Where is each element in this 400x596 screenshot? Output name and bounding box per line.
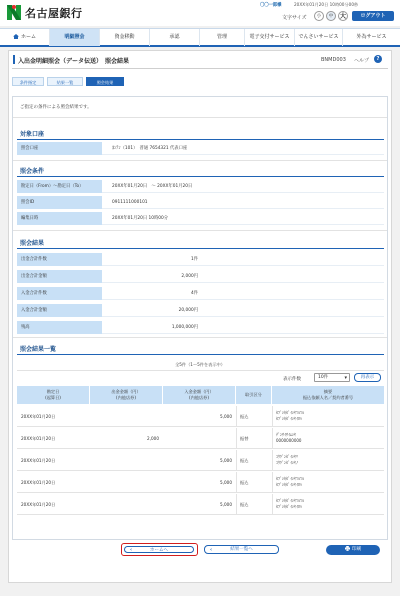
font-size-small-button[interactable]: 小: [314, 11, 324, 21]
cell-type: 振替: [240, 436, 249, 441]
memo-line: ｶﾌﾞｼｷｶﾞｲｼﾔｲﾛﾊ: [276, 415, 302, 421]
header-line: (内他店券): [115, 395, 137, 400]
row-key: 編集日時: [17, 212, 102, 225]
nav-statement-inquiry[interactable]: 明細照会: [50, 29, 100, 46]
column-header-memo: [272, 386, 384, 404]
home-button-highlight: [121, 543, 198, 556]
cell-divider: [236, 428, 237, 449]
nav-foreign-exchange[interactable]: 外為サービス: [356, 34, 387, 40]
nav-home-label: ホーム: [20, 34, 36, 40]
cell-type: 振込: [240, 414, 249, 419]
column-header-withdrawal: [90, 386, 163, 404]
nav-home[interactable]: [0, 29, 50, 46]
table-row: [17, 212, 384, 225]
font-size-label: 文字サイズ: [282, 15, 307, 21]
cell-divider: [236, 406, 237, 427]
row-key: 出金合計金額: [17, 270, 102, 283]
divider: [12, 68, 388, 69]
table-row: [17, 472, 384, 493]
home-icon: [13, 34, 19, 39]
screen-id: BNMD003: [321, 57, 346, 63]
section-title-condition: 照会条件: [20, 168, 45, 175]
header-line: (内他店券): [188, 395, 210, 400]
row-value: 4件: [102, 287, 384, 300]
row-key: 入金合計件数: [17, 287, 102, 300]
page-title: 入出金明細照会（データ伝送） 照会結果: [18, 58, 130, 65]
memo-line: ｶﾌﾞｼｷｶﾞｲｼﾔｲﾛﾊ: [276, 481, 302, 487]
chevron-left-icon: ‹: [210, 547, 213, 553]
nav-fund-transfer[interactable]: 資金移動: [100, 29, 150, 46]
header-line: 勘定日: [46, 389, 60, 394]
divider: [13, 337, 387, 338]
column-header-date: [17, 386, 90, 404]
cell-deposit: 5,000: [220, 480, 232, 485]
cell-memo: [276, 428, 301, 449]
section-line: [17, 354, 384, 355]
help-icon[interactable]: ?: [374, 55, 382, 63]
row-value: 20XX年01月20日 ～ 20XX年01月20日: [102, 180, 384, 193]
cell-divider: [272, 472, 273, 493]
cell-divider: [272, 406, 273, 427]
section-title-list: 照会結果一覧: [20, 346, 57, 353]
cell-divider: [236, 472, 237, 493]
cell-divider: [236, 450, 237, 471]
cell-divider: [272, 494, 273, 515]
row-value: 0911111000101: [102, 196, 384, 209]
row-value: 20,000円: [102, 304, 384, 317]
printer-icon: [345, 546, 350, 551]
column-header-type: [236, 386, 272, 404]
memo-line: 0000000000: [276, 437, 302, 443]
divider: [13, 160, 387, 161]
row-key: 残高: [17, 321, 102, 334]
memo-line: ﾕｳｹﾞﾝｶﾞｲｼﾔﾘ: [276, 454, 298, 459]
column-header-deposit: [163, 386, 236, 404]
memo-line: ﾃﾞﾝｻｲｻｲﾑｼﾔ: [276, 432, 296, 437]
section-line: [17, 176, 384, 177]
cell-date: 20XX年01月20日: [21, 436, 56, 441]
bank-logo-icon: [6, 4, 22, 21]
title-accent-bar: [13, 55, 15, 64]
table-row: [17, 428, 384, 449]
header-line: 入金金額（円）: [184, 389, 214, 394]
row-key: 勘定日（From）～勘定日（To）: [17, 180, 102, 193]
cell-date: 20XX年01月20日: [21, 502, 56, 507]
header-line: 取引区分: [245, 392, 262, 397]
print-button-label: 印刷: [351, 547, 362, 552]
table-row: [17, 450, 384, 471]
memo-line: ｶﾌﾞｼｷｶﾞｲｼﾔﾏﾙﾏﾙ: [276, 476, 304, 481]
table-row: [17, 142, 384, 155]
table-row: [17, 321, 384, 334]
row-key: 照会口座: [17, 142, 102, 155]
header-line: 出金金額（円）: [111, 389, 141, 394]
table-row: [17, 270, 384, 283]
step-inquiry-result: 照会結果: [86, 77, 124, 86]
row-value: 20XX年01月20日 10時00分: [102, 212, 384, 225]
cell-type: 振込: [240, 480, 249, 485]
divider: [13, 117, 387, 118]
divider: [13, 230, 387, 231]
table-row: [17, 180, 384, 193]
logout-button[interactable]: ログアウト: [352, 11, 394, 21]
cell-divider: [272, 450, 273, 471]
cell-deposit: 5,000: [220, 458, 232, 463]
result-count: 全5件（1～5件を表示中）: [175, 362, 225, 367]
home-button-label: ホームへ: [150, 547, 168, 553]
nav-management[interactable]: 管理: [200, 29, 245, 46]
help-link[interactable]: ヘルプ: [354, 58, 370, 64]
cell-divider: [236, 494, 237, 515]
row-value: ﾎﾝﾃﾝ（101） 普通 7654321 代表口座: [102, 142, 384, 155]
cell-date: 20XX年01月20日: [21, 480, 56, 485]
cell-withdrawal: [90, 450, 159, 471]
nav-densai[interactable]: でんさいサービス: [295, 29, 343, 46]
row-key: 入金合計金額: [17, 304, 102, 317]
result-list-button[interactable]: [204, 545, 279, 554]
cell-type: 振込: [240, 458, 249, 463]
memo-line: ｶﾌﾞｼｷｶﾞｲｼﾔﾏﾙﾏﾙ: [276, 498, 304, 503]
step-result-list: 結果一覧: [47, 77, 83, 86]
header-line: 振込依頼人名／契約者番号: [302, 395, 354, 400]
print-button[interactable]: [326, 545, 380, 555]
cell-withdrawal: [90, 472, 159, 493]
cell-memo: [276, 450, 298, 471]
chevron-left-icon: ‹: [130, 546, 133, 553]
table-row: [17, 494, 384, 515]
section-title-result: 照会結果: [20, 240, 45, 247]
section-line: [17, 248, 384, 249]
section-title-account: 対象口座: [20, 131, 45, 138]
nav-approval[interactable]: 承認: [150, 29, 200, 46]
cell-withdrawal: [90, 494, 159, 515]
row-value: 1,000,000円: [102, 321, 384, 334]
cell-deposit: 5,000: [220, 414, 232, 419]
memo-line: ｶﾌﾞｼｷｶﾞｲｼﾔｲﾛﾊ: [276, 503, 302, 509]
cell-withdrawal: [90, 406, 159, 427]
cell-memo: [276, 472, 304, 493]
row-key: 照会ID: [17, 196, 102, 209]
cell-deposit: 5,000: [220, 502, 232, 507]
table-row: [17, 304, 384, 317]
cell-type: 振込: [240, 502, 249, 507]
font-size-medium-button[interactable]: 中: [326, 11, 336, 21]
header-line: 摘要: [323, 389, 333, 394]
redisplay-button[interactable]: 再表示: [354, 373, 381, 382]
per-page-select[interactable]: 10件 ▾: [314, 373, 350, 382]
bank-name: 名古屋銀行: [25, 7, 83, 20]
home-button[interactable]: [124, 546, 194, 554]
cell-withdrawal: 2,000: [147, 436, 159, 441]
nav-electronic-delivery[interactable]: 電子交付サービス: [245, 29, 295, 46]
cell-memo: [276, 406, 304, 427]
row-key: 出金合計件数: [17, 253, 102, 266]
step-condition: 条件指定: [12, 77, 44, 86]
cell-divider: [272, 428, 273, 449]
table-row: [17, 196, 384, 209]
intro-text: ご指定の条件による照会結果です。: [20, 105, 92, 110]
cell-date: 20XX年01月20日: [21, 414, 56, 419]
login-date: 20XX年01月20日 10時00分00秒: [294, 2, 359, 7]
user-name: 〇〇一郎様: [260, 3, 282, 8]
table-row: [17, 406, 384, 427]
row-value: 2,000円: [102, 270, 384, 283]
cell-date: 20XX年01月20日: [21, 458, 56, 463]
global-nav: [0, 28, 400, 47]
divider: [17, 370, 384, 371]
per-page-label: 表示件数: [283, 377, 301, 382]
result-list-button-label: 結果一覧へ: [230, 547, 253, 552]
user-name-wrap: [260, 2, 281, 8]
cell-deposit: [163, 428, 232, 449]
cell-memo: [276, 494, 304, 515]
font-size-large-button[interactable]: 大: [339, 13, 346, 20]
memo-line: ﾕｳｹﾞﾝｶﾞｲｼﾔﾉ: [276, 459, 298, 465]
header-line: (起算日): [45, 395, 61, 400]
section-line: [17, 139, 384, 140]
row-value: 1件: [102, 253, 384, 266]
table-row: [17, 287, 384, 300]
table-row: [17, 253, 384, 266]
memo-line: ｶﾌﾞｼｷｶﾞｲｼﾔﾏﾙﾏﾙ: [276, 410, 304, 415]
